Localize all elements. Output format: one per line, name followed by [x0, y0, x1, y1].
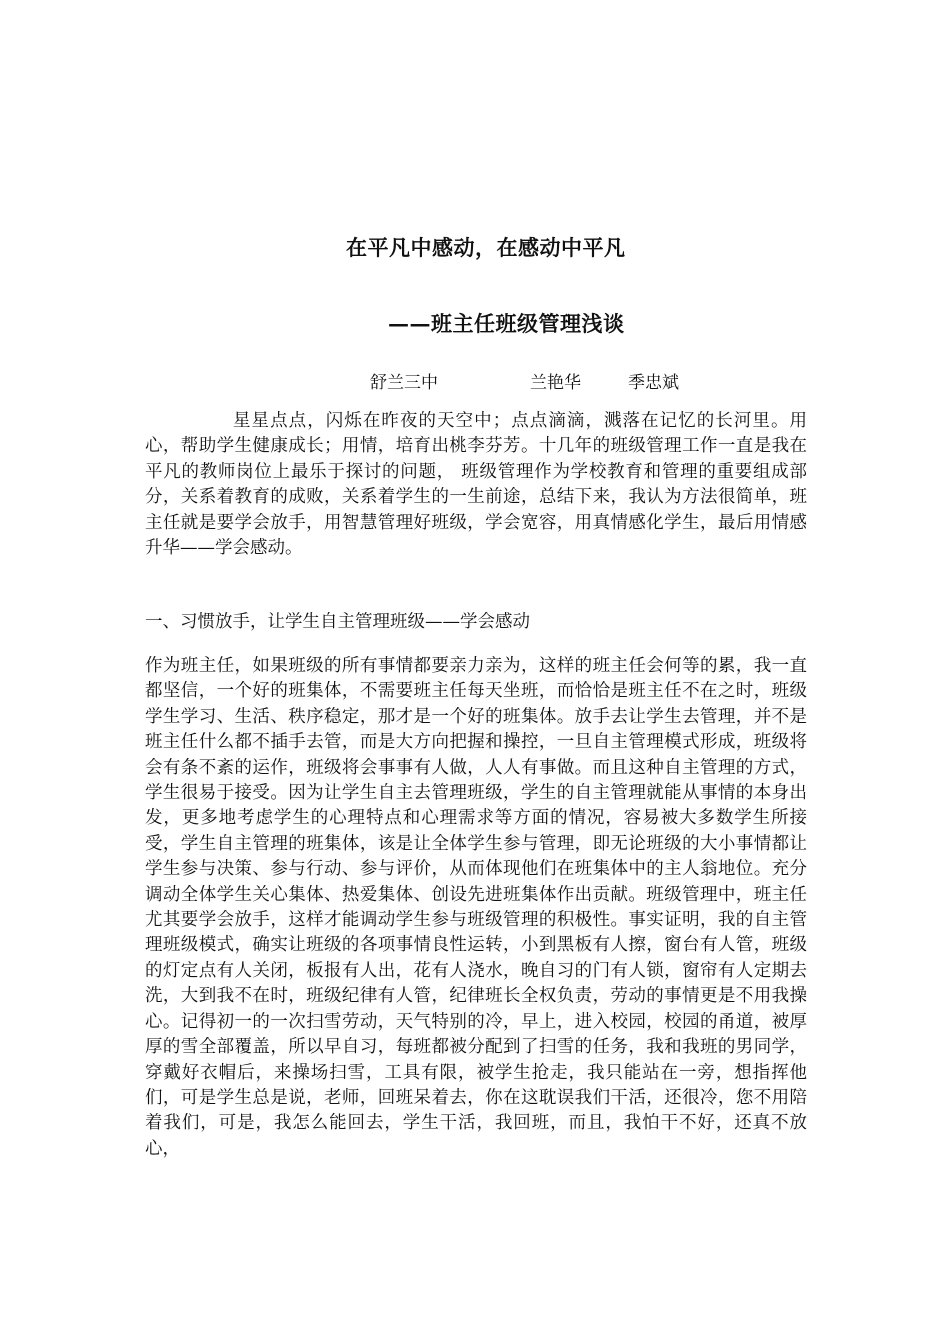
intro-paragraph: 星星点点，闪烁在昨夜的天空中；点点滴滴，溅落在记忆的长河里。用心，帮助学生健康成长；用情，培育出桃李芬芳。十几年的班级管理工作一直是我在平凡的教师岗位上最乐于探讨的问题， 班级管理作为学校教育和管理的重要组成部分，关系着教育的成败，关系着学生的一生前途，总结下来，我认为方法很简单，班主任就是要学会放手，用智慧管理好班级，学会宽容，用真情感化学生，最后用情感升华——学会感动。 — [145, 411, 807, 559]
author-line — [370, 368, 679, 393]
section-1-paragraph: 作为班主任，如果班级的所有事情都要亲力亲为，这样的班主任会何等的累，我一直都坚信，一个好的班集体，不需要班主任每天坐班，而恰恰是班主任不在之时，班级学生学习、生活、秩序稳定，那才是一个好的班集体。放手去让学生去管理，并不是班主任什么都不插手去管，而是大方向把握和操控，一旦自主管理模式形成，班级将会有条不紊的运作，班级将会事事有人做，人人有事做。而且这种自主管理的方式，学生很易于接受。因为让学生自主去管理班级，学生的自主管理就能从事情的本身出发，更多地考虑学生的心理特点和心理需求等方面的情况，容易被大多数学生所接受，学生自主管理的班集体，该是让全体学生参与管理，即无论班级的大小事情都让学生参与决策、参与行动、参与评价，从而体现他们在班集体中的主人翁地位。充分调动全体学生关心集体、热爱集体、创设先进班集体作出贡献。班级管理中，班主任尤其要学会放手，这样才能调动学生参与班级管理的积极性。事实证明，我的自主管理班级模式，确实让班级的各项事情良性运转，小到黑板有人擦，窗台有人管，班级的灯定点有人关闭，板报有人出，花有人浇水，晚自习的门有人锁，窗帘有人定期去洗，大到我不在时，班级纪律有人管，纪律班长全权负责，劳动的事情更是不用我操心。记得初一的一次扫雪劳动，天气特别的冷，早上，进入校园，校园的甬道，被厚厚的雪全部覆盖，所以早自习，每班都被分配到了扫雪的任务，我和我班的男同学，穿戴好衣帽后，来操场扫雪，工具有限，被学生抢走，我只能站在一旁，想指挥他们，可是学生总是说，老师，回班呆着去，你在这耽误我们干活，还很冷，您不用陪着我们，可是，我怎么能回去，学生干活，我回班，而且，我怕干不好，还真不放心， — [145, 656, 807, 1159]
document-subtitle: ——班主任班级管理浅谈 — [388, 311, 625, 336]
author-name-1: 兰艳华 — [530, 373, 581, 393]
author-school: 舒兰三中 — [370, 373, 438, 393]
author-name-2: 季忠斌 — [628, 373, 679, 393]
section-heading-1: 一、习惯放手，让学生自主管理班级——学会感动 — [145, 612, 530, 632]
document-title: 在平凡中感动，在感动中平凡 — [346, 235, 626, 260]
